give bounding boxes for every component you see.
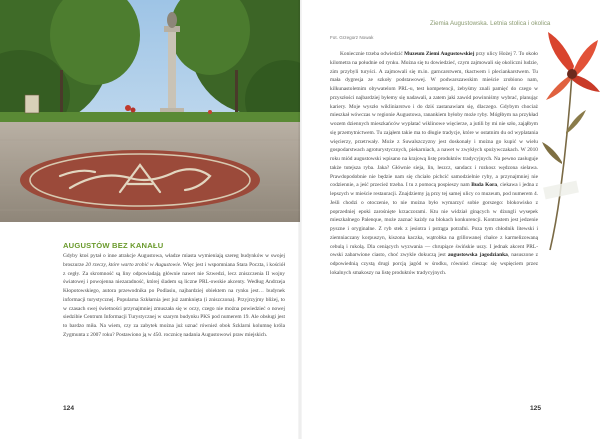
page-number-left: 124 xyxy=(63,405,75,412)
town-square-photo xyxy=(0,0,300,222)
page-number-right: 125 xyxy=(530,405,542,412)
right-text-run: , ciekawa i jedna z lepszych w mieście restauracji. Znajdziemy ją przy tej samej ulicy co muzeum, pod numerem 4. Jeśli chodzi o otoczenie, to nie można było wymarzyć sobie gorszego: blokowisko z poprzedniej epoki zarośnięte krzaczorami. Ktu nie widział ginących w dżungli wysepek mieszkalnego Palenque, może zaznać każdy na blokach konkurencji. Kontrastem jest jedzenie pyszne i oryginalne. Z ryb stek z jesiotra i pstrąga potrafni. Poza tym chłodnik litewski i ziemniaczany korpuszyn, kiszona kaczka, wątrobka na grillowanej chałce z karmelizowaną cebulą i rukolą. Dla ceniących wyzwania — chrupiące świńskie uszy. I jednak akcent PRL-owski zabarwione ciasto, choć zwykle dokuczą jest xyxy=(330,182,538,259)
left-text-run: 20 rzeczy, które warto zrobić w Augustowie xyxy=(85,261,181,268)
photo-credit: Fot. Grzegorz Nowak xyxy=(330,35,374,40)
left-body-text xyxy=(63,252,285,340)
right-text-run: augustowska jagodzianka xyxy=(447,252,508,259)
section-heading: AUGUSTÓW BEZ KANAŁU xyxy=(63,241,164,250)
right-text-run: Buda Kora xyxy=(471,182,498,189)
left-text-run: Gdyby ktoś pytał o inne atrakcje Augustowa, władze miasta wymieniają szereg budynków w swojej broszurze xyxy=(63,253,285,268)
right-text-run: , nasuszone z odpowiednią czystą drugi porcją jagód w środku, również ciesząc się wspięciem przez lokalnych smakoszy na listę produktów tradycyjnych. xyxy=(330,252,538,276)
right-body-text xyxy=(330,50,538,278)
right-text-run: Koniecznie trzeba odwiedzić xyxy=(340,51,405,57)
left-text-run: . Więc jest i wspomniana Stara Poczta, i kościół z cegły. Za skromność są liny odpowiadają głównie nawet nie Szwedzi, lecz zniszczenia II wojny światowej i powojenna niezaradność, której śladem są liczne PRL-owskie akcenty. Według Andrzeja Kłopotowskiego, autora przewodnika po Podlasiu, najbardziej obiektem na rynku jest… budynek informacji turystycznej. Popularna Szkłarnia jest już zamknięta (i zniszczona). Przyjrzyjmy bliżej, to w czasach swej świetności przynajmniej zmuszała się w oczy, czego nie można powiedzieć o nowej siedzibie Centrum Informacji Turystycznej w szarym budynku PKS pod numerem 19. Ale obsługi jest to bardzo miła. Na wiem, czy za zabytek można już uznać również obok Szklarni kolumnę króla Zygmunta z 2007 roku? Postawiono ją w 450. rocznicę nadania Augustowowi praw miejskich. xyxy=(63,261,285,338)
right-text-run: przy ulicy Hożej 7. To około kilometra na południe od rynku. Można się tu dowiedzieć, czym zajmowali się okoliczni ludzie, zim przybyli turyści. A zajmowali się m.in. garncarstwem, tkactwem i pleciankarstwem. Tu mała dygresja ze szkoły podstawowej. W podwarszawskim mieście zrobiono nam, kilkunastoletnim obywatelom PRL-u, test kompetencji, żebyśmy znali pamięć do czego w przyszłości najbardziej byłemy się nadawali, a zatem jaki zawód powinniśmy wybrać, planując kariery. Moje wyszło wikliniarstwo i do dziś zastanawiam się, dlaczego. Gdybym chociaż mieszkał wówczas w regionie Augustowa, ranankiem byłoby może ryby. Mógłbym na przykład wozem dziennych mieszkańców wyplatać wiklinowe więcierze, a jutili by mi nie szło, zająłbym się przemytnictwem. Tu zająłem takie ma to długie tradycje, które w ostatnim du od wyplatania więcierzy, przetrwały. Może z Suwalszczyzny jest doskonały i można go kupić w wielu gospodarstwach agroturystycznych, piekarniach, a nawet w zwykłych spożywczakach. W 2010 roku miód augustowski wpisano na krajową listę produktów tradycyjnych. Na pewno zasługuje także tutejsza ryba. Jaka? Głównie sieja, lin, leszcz, sandacz i rozkosz wędzona sielawa. Prawdopodobnie nie będzie nam się chciało pichcić samodzielnie ryby, a przynajmniej nie codziennie, a jeść przecież trzeba. I tu z pomocą pospieszy nam xyxy=(330,51,538,189)
running-header: Ziemia Augustowska. Letnia stolica i okolica xyxy=(430,20,551,27)
dried-flower-illustration xyxy=(520,14,600,254)
right-text-run: Muzeum Ziemi Augustowskiej xyxy=(404,51,475,57)
